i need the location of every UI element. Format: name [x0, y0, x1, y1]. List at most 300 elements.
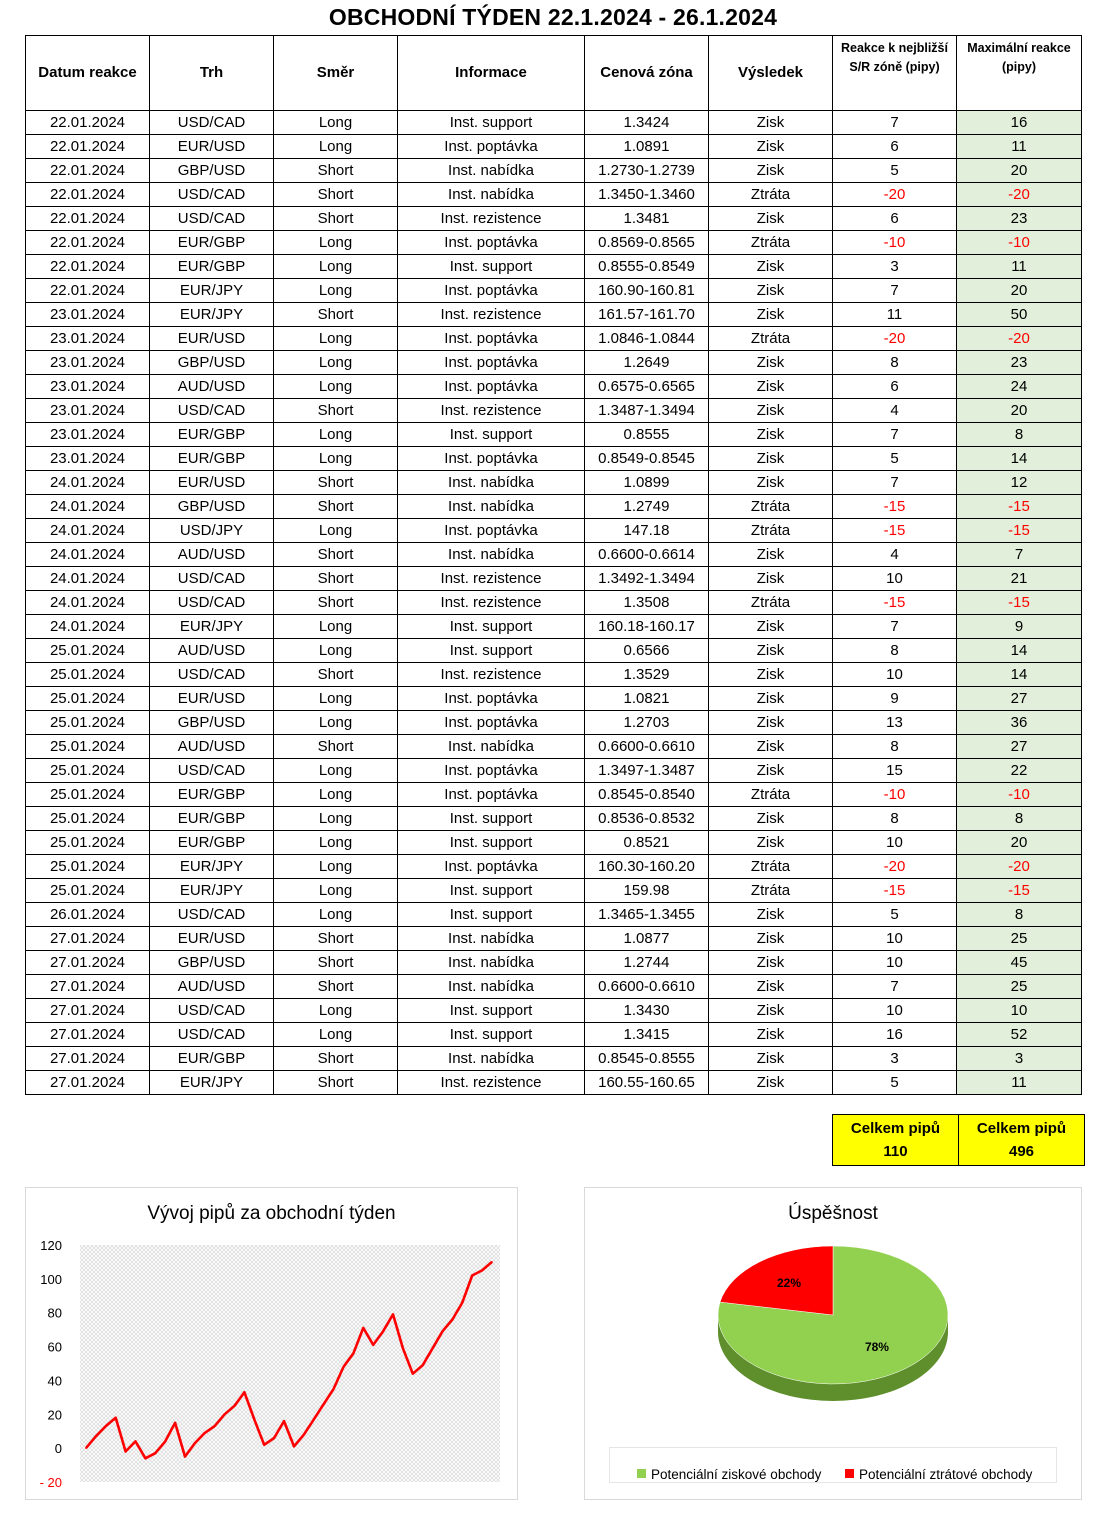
- cell-cenova-zona: 147.18: [585, 519, 709, 543]
- table-row: [26, 687, 1082, 711]
- cell-datum: 22.01.2024: [26, 231, 150, 255]
- cell-reakce: 8: [833, 639, 957, 663]
- cell-informace: Inst. support: [398, 807, 585, 831]
- cell-smer: Long: [274, 759, 398, 783]
- cell-trh: GBP/USD: [150, 495, 274, 519]
- cell-trh: AUD/USD: [150, 543, 274, 567]
- cell-trh: EUR/JPY: [150, 615, 274, 639]
- cell-informace: Inst. rezistence: [398, 207, 585, 231]
- cell-cenova-zona: 0.8545-0.8540: [585, 783, 709, 807]
- data-point: [323, 1403, 325, 1405]
- table-row: [26, 471, 1082, 495]
- cell-cenova-zona: 1.3415: [585, 1023, 709, 1047]
- cell-cenova-zona: 0.6600-0.6610: [585, 975, 709, 999]
- y-tick-label: 120: [40, 1238, 62, 1253]
- table-row: [26, 255, 1082, 279]
- cell-vysledek: Zisk: [709, 159, 833, 183]
- cell-max-reakce: 20: [957, 159, 1082, 183]
- cell-vysledek: Zisk: [709, 351, 833, 375]
- cell-smer: Long: [274, 639, 398, 663]
- cell-informace: Inst. support: [398, 1023, 585, 1047]
- cell-reakce: 7: [833, 615, 957, 639]
- cell-smer: Long: [274, 351, 398, 375]
- table-row: [26, 111, 1082, 135]
- cell-max-reakce: 25: [957, 975, 1082, 999]
- header-vysledek: Výsledek: [709, 36, 833, 111]
- line-chart: [26, 1188, 517, 1499]
- table-row: [26, 423, 1082, 447]
- cell-reakce: -10: [833, 231, 957, 255]
- data-point: [382, 1331, 384, 1333]
- y-tick-label: - 20: [39, 1475, 62, 1490]
- cell-smer: Short: [274, 663, 398, 687]
- cell-reakce: 13: [833, 711, 957, 735]
- data-point: [244, 1391, 246, 1393]
- cell-smer: Long: [274, 135, 398, 159]
- cell-max-reakce: 20: [957, 279, 1082, 303]
- cell-informace: Inst. rezistence: [398, 1071, 585, 1095]
- cell-trh: USD/CAD: [150, 567, 274, 591]
- data-point: [273, 1437, 275, 1439]
- cell-datum: 25.01.2024: [26, 855, 150, 879]
- data-point: [283, 1420, 285, 1422]
- table-row: [26, 759, 1082, 783]
- cell-informace: Inst. poptávka: [398, 855, 585, 879]
- cell-cenova-zona: 159.98: [585, 879, 709, 903]
- cell-smer: Short: [274, 495, 398, 519]
- header-cenova-zona: Cenová zóna: [585, 36, 709, 111]
- cell-cenova-zona: 1.0891: [585, 135, 709, 159]
- cell-vysledek: Zisk: [709, 135, 833, 159]
- pie-chart-panel: [584, 1187, 1082, 1500]
- cell-vysledek: Ztráta: [709, 855, 833, 879]
- cell-cenova-zona: 1.3508: [585, 591, 709, 615]
- cell-reakce: -15: [833, 495, 957, 519]
- cell-reakce: 6: [833, 207, 957, 231]
- table-row: [26, 927, 1082, 951]
- cell-trh: EUR/USD: [150, 135, 274, 159]
- table-row: [26, 159, 1082, 183]
- table-row: [26, 783, 1082, 807]
- cell-max-reakce: -10: [957, 783, 1082, 807]
- cell-max-reakce: 20: [957, 831, 1082, 855]
- cell-reakce: 3: [833, 255, 957, 279]
- cell-cenova-zona: 1.2649: [585, 351, 709, 375]
- cell-max-reakce: 24: [957, 375, 1082, 399]
- cell-reakce: 15: [833, 759, 957, 783]
- cell-reakce: 7: [833, 423, 957, 447]
- y-tick-label: 80: [47, 1305, 62, 1321]
- cell-smer: Long: [274, 903, 398, 927]
- cell-reakce: 10: [833, 663, 957, 687]
- cell-datum: 24.01.2024: [26, 567, 150, 591]
- table-row: [26, 975, 1082, 999]
- cell-trh: EUR/GBP: [150, 1047, 274, 1071]
- cell-informace: Inst. nabídka: [398, 471, 585, 495]
- data-point: [194, 1442, 196, 1444]
- cell-cenova-zona: 1.3529: [585, 663, 709, 687]
- cell-trh: AUD/USD: [150, 375, 274, 399]
- cell-datum: 22.01.2024: [26, 159, 150, 183]
- cell-cenova-zona: 1.2730-1.2739: [585, 159, 709, 183]
- cell-smer: Short: [274, 975, 398, 999]
- y-tick-label: 100: [40, 1271, 62, 1287]
- cell-trh: EUR/GBP: [150, 231, 274, 255]
- cell-vysledek: Ztráta: [709, 879, 833, 903]
- data-point: [204, 1432, 206, 1434]
- cell-datum: 26.01.2024: [26, 903, 150, 927]
- cell-max-reakce: 23: [957, 207, 1082, 231]
- cell-trh: USD/CAD: [150, 999, 274, 1023]
- cell-trh: EUR/GBP: [150, 255, 274, 279]
- data-point: [293, 1446, 295, 1448]
- cell-reakce: 8: [833, 807, 957, 831]
- data-point: [145, 1458, 147, 1460]
- table-row: [26, 663, 1082, 687]
- cell-trh: EUR/JPY: [150, 855, 274, 879]
- cell-datum: 25.01.2024: [26, 639, 150, 663]
- cell-smer: Short: [274, 1071, 398, 1095]
- data-point: [442, 1331, 444, 1333]
- cell-smer: Short: [274, 399, 398, 423]
- data-point: [135, 1441, 137, 1443]
- data-point: [392, 1314, 394, 1316]
- cell-datum: 27.01.2024: [26, 951, 150, 975]
- cell-max-reakce: -15: [957, 519, 1082, 543]
- cell-trh: USD/JPY: [150, 519, 274, 543]
- cell-datum: 25.01.2024: [26, 759, 150, 783]
- cell-max-reakce: 11: [957, 255, 1082, 279]
- trades-table: [25, 35, 1082, 1095]
- cell-trh: GBP/USD: [150, 711, 274, 735]
- cell-max-reakce: 11: [957, 1071, 1082, 1095]
- cell-vysledek: Zisk: [709, 447, 833, 471]
- cell-max-reakce: 3: [957, 1047, 1082, 1071]
- cell-cenova-zona: 0.8555: [585, 423, 709, 447]
- cell-datum: 25.01.2024: [26, 687, 150, 711]
- data-point: [461, 1302, 463, 1304]
- cell-cenova-zona: 1.2749: [585, 495, 709, 519]
- cell-cenova-zona: 1.3481: [585, 207, 709, 231]
- table-row: [26, 807, 1082, 831]
- cell-datum: 25.01.2024: [26, 807, 150, 831]
- cell-trh: EUR/GBP: [150, 423, 274, 447]
- cell-max-reakce: 21: [957, 567, 1082, 591]
- cell-max-reakce: 8: [957, 903, 1082, 927]
- cell-vysledek: Zisk: [709, 1071, 833, 1095]
- legend-item-profit: [637, 1467, 821, 1482]
- table-row: [26, 231, 1082, 255]
- table-body: [26, 111, 1082, 1095]
- cell-reakce: 4: [833, 399, 957, 423]
- cell-vysledek: Zisk: [709, 951, 833, 975]
- cell-smer: Long: [274, 519, 398, 543]
- cell-informace: Inst. poptávka: [398, 783, 585, 807]
- cell-datum: 22.01.2024: [26, 279, 150, 303]
- cell-datum: 24.01.2024: [26, 519, 150, 543]
- cell-smer: Long: [274, 999, 398, 1023]
- table-row: [26, 735, 1082, 759]
- data-point: [491, 1261, 493, 1263]
- cell-cenova-zona: 0.8549-0.8545: [585, 447, 709, 471]
- cell-vysledek: Zisk: [709, 903, 833, 927]
- cell-cenova-zona: 0.8536-0.8532: [585, 807, 709, 831]
- cell-trh: EUR/JPY: [150, 879, 274, 903]
- cell-informace: Inst. nabídka: [398, 951, 585, 975]
- table-header-row: [26, 36, 1082, 111]
- cell-smer: Short: [274, 1047, 398, 1071]
- cell-smer: Long: [274, 423, 398, 447]
- cell-trh: AUD/USD: [150, 735, 274, 759]
- cell-informace: Inst. support: [398, 423, 585, 447]
- cell-reakce: 10: [833, 999, 957, 1023]
- cell-trh: USD/CAD: [150, 183, 274, 207]
- header-informace: Informace: [398, 36, 585, 111]
- cell-datum: 22.01.2024: [26, 111, 150, 135]
- cell-reakce: -20: [833, 327, 957, 351]
- total-reakce-label: Celkem pipů: [850, 1120, 941, 1137]
- legend-label-profit: Potenciální ziskové obchody: [651, 1467, 822, 1482]
- cell-max-reakce: 23: [957, 351, 1082, 375]
- pie-data-label: 78%: [864, 1339, 889, 1354]
- cell-cenova-zona: 1.3492-1.3494: [585, 567, 709, 591]
- cell-max-reakce: 7: [957, 543, 1082, 567]
- cell-smer: Long: [274, 231, 398, 255]
- cell-vysledek: Zisk: [709, 567, 833, 591]
- cell-smer: Short: [274, 567, 398, 591]
- cell-smer: Short: [274, 951, 398, 975]
- table-row: [26, 879, 1082, 903]
- cell-datum: 27.01.2024: [26, 1023, 150, 1047]
- cell-informace: Inst. poptávka: [398, 279, 585, 303]
- cell-cenova-zona: 1.3430: [585, 999, 709, 1023]
- cell-vysledek: Zisk: [709, 1023, 833, 1047]
- cell-cenova-zona: 160.30-160.20: [585, 855, 709, 879]
- cell-max-reakce: 8: [957, 807, 1082, 831]
- cell-smer: Long: [274, 327, 398, 351]
- table-row: [26, 375, 1082, 399]
- cell-reakce: -20: [833, 855, 957, 879]
- cell-smer: Long: [274, 1023, 398, 1047]
- line-chart-panel: [25, 1187, 518, 1500]
- cell-max-reakce: 10: [957, 999, 1082, 1023]
- cell-trh: USD/CAD: [150, 399, 274, 423]
- totals-table: [832, 1114, 1085, 1166]
- cell-cenova-zona: 0.8569-0.8565: [585, 231, 709, 255]
- cell-max-reakce: 8: [957, 423, 1082, 447]
- cell-smer: Long: [274, 855, 398, 879]
- cell-datum: 25.01.2024: [26, 735, 150, 759]
- cell-datum: 23.01.2024: [26, 303, 150, 327]
- cell-reakce: -15: [833, 879, 957, 903]
- cell-vysledek: Zisk: [709, 375, 833, 399]
- data-point: [481, 1270, 483, 1272]
- cell-max-reakce: 14: [957, 447, 1082, 471]
- cell-max-reakce: -15: [957, 879, 1082, 903]
- cell-max-reakce: 52: [957, 1023, 1082, 1047]
- cell-cenova-zona: 1.2703: [585, 711, 709, 735]
- cell-reakce: 5: [833, 903, 957, 927]
- cell-informace: Inst. poptávka: [398, 519, 585, 543]
- cell-datum: 23.01.2024: [26, 327, 150, 351]
- cell-cenova-zona: 160.18-160.17: [585, 615, 709, 639]
- cell-smer: Long: [274, 831, 398, 855]
- data-point: [224, 1413, 226, 1415]
- data-point: [254, 1419, 256, 1421]
- data-point: [95, 1435, 97, 1437]
- cell-max-reakce: 25: [957, 927, 1082, 951]
- cell-informace: Inst. poptávka: [398, 759, 585, 783]
- cell-datum: 24.01.2024: [26, 543, 150, 567]
- cell-trh: EUR/USD: [150, 927, 274, 951]
- cell-datum: 24.01.2024: [26, 495, 150, 519]
- table-row: [26, 567, 1082, 591]
- cell-trh: EUR/JPY: [150, 303, 274, 327]
- cell-max-reakce: 50: [957, 303, 1082, 327]
- cell-vysledek: Zisk: [709, 735, 833, 759]
- cell-datum: 25.01.2024: [26, 831, 150, 855]
- cell-cenova-zona: 1.3465-1.3455: [585, 903, 709, 927]
- table-row: [26, 351, 1082, 375]
- data-point: [115, 1417, 117, 1419]
- data-point: [471, 1275, 473, 1277]
- total-max-value: 496: [1008, 1143, 1035, 1160]
- cell-datum: 27.01.2024: [26, 927, 150, 951]
- cell-trh: USD/CAD: [150, 591, 274, 615]
- table-row: [26, 1047, 1082, 1071]
- cell-smer: Long: [274, 783, 398, 807]
- cell-max-reakce: 36: [957, 711, 1082, 735]
- cell-vysledek: Ztráta: [709, 183, 833, 207]
- cell-datum: 22.01.2024: [26, 207, 150, 231]
- y-tick-label: 0: [54, 1441, 62, 1457]
- cell-informace: Inst. support: [398, 615, 585, 639]
- cell-trh: USD/CAD: [150, 1023, 274, 1047]
- data-point: [412, 1373, 414, 1375]
- data-point: [164, 1441, 166, 1443]
- cell-smer: Long: [274, 255, 398, 279]
- table-row: [26, 831, 1082, 855]
- cell-smer: Long: [274, 279, 398, 303]
- cell-datum: 23.01.2024: [26, 375, 150, 399]
- cell-datum: 25.01.2024: [26, 663, 150, 687]
- cell-trh: USD/CAD: [150, 903, 274, 927]
- data-point: [432, 1347, 434, 1349]
- cell-smer: Short: [274, 159, 398, 183]
- cell-cenova-zona: 0.6575-0.6565: [585, 375, 709, 399]
- cell-cenova-zona: 1.2744: [585, 951, 709, 975]
- cell-max-reakce: 27: [957, 735, 1082, 759]
- cell-datum: 23.01.2024: [26, 351, 150, 375]
- cell-informace: Inst. rezistence: [398, 663, 585, 687]
- table-row: [26, 855, 1082, 879]
- cell-trh: EUR/JPY: [150, 279, 274, 303]
- cell-datum: 22.01.2024: [26, 183, 150, 207]
- data-point: [174, 1422, 176, 1424]
- cell-smer: Short: [274, 471, 398, 495]
- cell-cenova-zona: 0.8545-0.8555: [585, 1047, 709, 1071]
- cell-vysledek: Zisk: [709, 111, 833, 135]
- cell-informace: Inst. support: [398, 903, 585, 927]
- cell-reakce: 16: [833, 1023, 957, 1047]
- cell-vysledek: Ztráta: [709, 231, 833, 255]
- cell-trh: AUD/USD: [150, 639, 274, 663]
- cell-vysledek: Zisk: [709, 759, 833, 783]
- cell-max-reakce: -10: [957, 231, 1082, 255]
- cell-max-reakce: 27: [957, 687, 1082, 711]
- table-row: [26, 999, 1082, 1023]
- cell-cenova-zona: 1.0899: [585, 471, 709, 495]
- cell-cenova-zona: 1.3450-1.3460: [585, 183, 709, 207]
- cell-reakce: -20: [833, 183, 957, 207]
- cell-reakce: 10: [833, 567, 957, 591]
- cell-cenova-zona: 0.6566: [585, 639, 709, 663]
- cell-vysledek: Zisk: [709, 687, 833, 711]
- page-title: OBCHODNÍ TÝDEN 22.1.2024 - 26.1.2024: [328, 4, 778, 30]
- header-trh: Trh: [150, 36, 274, 111]
- table-row: [26, 207, 1082, 231]
- cell-reakce: 10: [833, 831, 957, 855]
- cell-reakce: 5: [833, 1071, 957, 1095]
- table-row: [26, 639, 1082, 663]
- cell-reakce: 11: [833, 303, 957, 327]
- cell-informace: Inst. nabídka: [398, 735, 585, 759]
- cell-vysledek: Zisk: [709, 831, 833, 855]
- cell-vysledek: Ztráta: [709, 783, 833, 807]
- y-tick-label: 20: [47, 1407, 62, 1423]
- cell-vysledek: Zisk: [709, 543, 833, 567]
- cell-max-reakce: -20: [957, 327, 1082, 351]
- cell-informace: Inst. support: [398, 639, 585, 663]
- cell-trh: USD/CAD: [150, 663, 274, 687]
- pie-data-label: 22%: [777, 1276, 802, 1291]
- table-row: [26, 183, 1082, 207]
- cell-reakce: -15: [833, 519, 957, 543]
- cell-reakce: 5: [833, 447, 957, 471]
- cell-vysledek: Ztráta: [709, 591, 833, 615]
- cell-informace: Inst. nabídka: [398, 183, 585, 207]
- cell-cenova-zona: 160.55-160.65: [585, 1071, 709, 1095]
- total-max-label: Celkem pipů: [976, 1120, 1067, 1137]
- table-row: [26, 303, 1082, 327]
- table-row: [26, 903, 1082, 927]
- cell-max-reakce: -20: [957, 855, 1082, 879]
- cell-reakce: 10: [833, 951, 957, 975]
- data-point: [125, 1451, 127, 1453]
- cell-reakce: 6: [833, 135, 957, 159]
- table-row: [26, 327, 1082, 351]
- cell-datum: 27.01.2024: [26, 1071, 150, 1095]
- table-row: [26, 543, 1082, 567]
- table-row: [26, 1071, 1082, 1095]
- table-row: [26, 447, 1082, 471]
- header-max-reakce: Maximální reakce (pipy): [957, 36, 1082, 111]
- cell-smer: Long: [274, 807, 398, 831]
- header-smer: Směr: [274, 36, 398, 111]
- cell-datum: 23.01.2024: [26, 399, 150, 423]
- cell-cenova-zona: 1.0846-1.0844: [585, 327, 709, 351]
- table-row: [26, 135, 1082, 159]
- cell-informace: Inst. nabídka: [398, 495, 585, 519]
- cell-smer: Long: [274, 615, 398, 639]
- cell-max-reakce: 45: [957, 951, 1082, 975]
- cell-trh: GBP/USD: [150, 351, 274, 375]
- cell-reakce: 4: [833, 543, 957, 567]
- cell-vysledek: Zisk: [709, 807, 833, 831]
- legend-swatch-profit: [637, 1469, 646, 1478]
- cell-trh: EUR/JPY: [150, 1071, 274, 1095]
- cell-trh: EUR/GBP: [150, 831, 274, 855]
